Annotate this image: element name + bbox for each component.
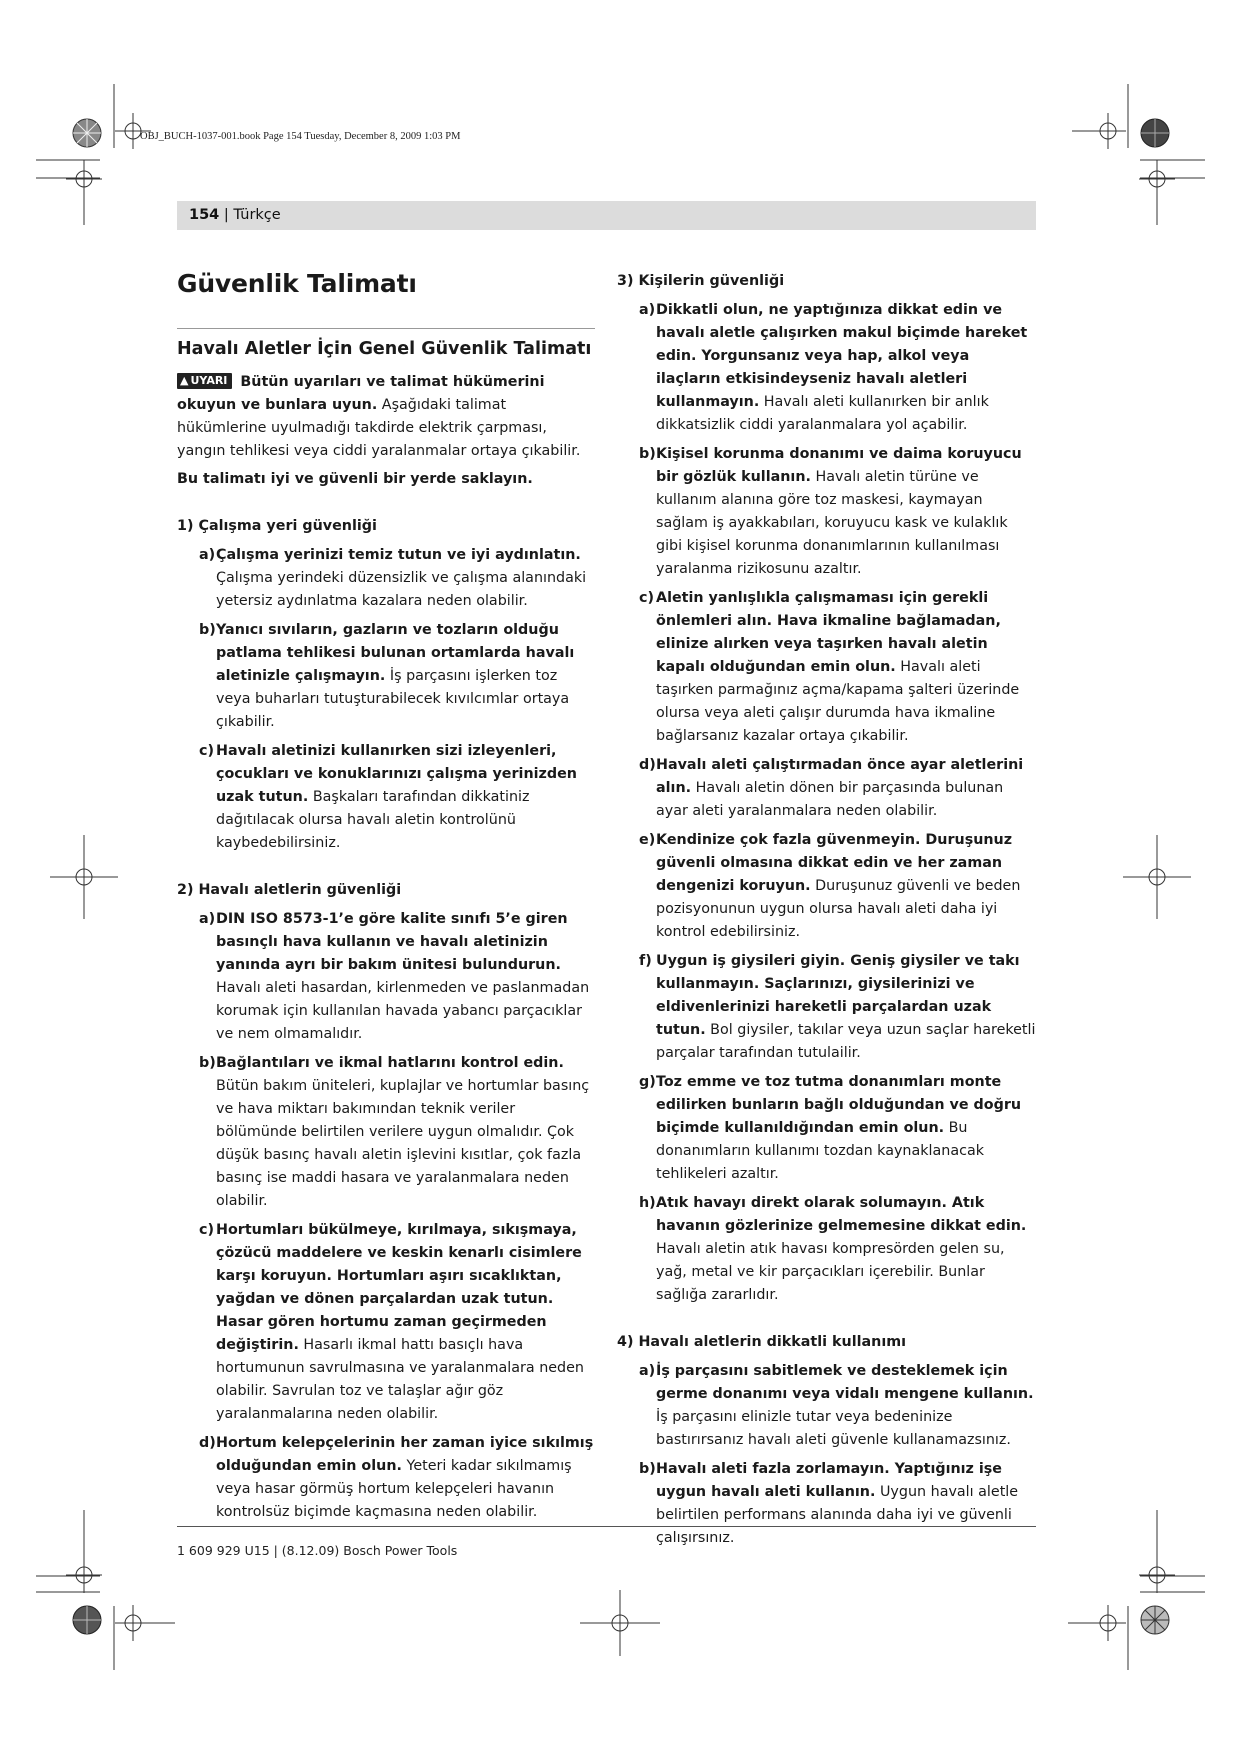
crosshair-mark bbox=[66, 161, 102, 197]
item-text: Hasarlı ikmal hattı basıçlı hava hortumunun savrulmasına ve yaralanmalara neden olabilir. Savrulan toz ve talaşlar ağır göz yaralanmalarına neden olabilir. bbox=[216, 1337, 584, 1422]
safety-section bbox=[617, 270, 1037, 1307]
item-bold-text: Havalı aleti çalıştırmadan önce ayar aletlerini alın. bbox=[656, 757, 1024, 796]
print-slug: OBJ_BUCH-1037-001.book Page 154 Tuesday, December 8, 2009 1:03 PM bbox=[140, 131, 461, 142]
header-separator: | bbox=[219, 207, 234, 223]
item-text: Bu donanımların kullanımı tozdan kaynaklanacak tehlikeleri azaltır. bbox=[656, 1120, 984, 1182]
item-label: a) bbox=[199, 547, 216, 563]
item-text: Havalı aleti hasardan, kirlenmeden ve paslanmadan korumak için kullanılan havada yabancı parçacıklar ve nem olmamalıdır. bbox=[216, 980, 590, 1042]
item-bold-text: DIN ISO 8573-1’e göre kalite sınıfı 5’e giren basınçlı hava kullanın ve havalı aletinizin yanında ayrı bir bakım ünitesi bulundurun. bbox=[216, 911, 568, 973]
safety-item bbox=[177, 1432, 595, 1524]
safety-item bbox=[617, 1458, 1037, 1550]
item-text: Yeteri kadar sıkılmamış veya hasar görmüş hortum kelepçeleri havanın kontrolsüz biçimde kaçmasına neden olabilir. bbox=[216, 1458, 572, 1520]
warning-triangle-icon: ▲ bbox=[180, 374, 189, 387]
item-label: e) bbox=[639, 832, 656, 848]
safety-item bbox=[177, 544, 595, 613]
item-text: Duruşunuz güvenli ve beden pozisyonunun uygun olursa havalı aleti daha iyi kontrol edebilirsiniz. bbox=[656, 878, 1021, 940]
item-bold-text: Yanıcı sıvıların, gazların ve tozların olduğu patlama tehlikesi bulunan ortamlarda havalı aletinizle çalışmayın. bbox=[216, 622, 575, 684]
safety-item bbox=[617, 299, 1037, 437]
item-label: d) bbox=[639, 757, 656, 773]
item-label: h) bbox=[639, 1195, 656, 1211]
safety-item bbox=[617, 829, 1037, 944]
item-label: c) bbox=[639, 590, 655, 606]
item-text: Havalı aletin türüne ve kullanım alanına göre toz maskesi, kaymayan sağlam iş ayakkabıları, koruyucu kask ve kulaklık gibi kişisel korunma donanımlarının kullanılması yaralanma rizikosunu azaltır. bbox=[656, 469, 1008, 577]
density-target bbox=[1141, 1606, 1169, 1634]
item-bold-text: Kişisel korunma donanımı ve daima koruyucu bir gözlük kullanın. bbox=[656, 446, 1022, 485]
safety-item bbox=[617, 443, 1037, 581]
warning-paragraph bbox=[177, 371, 595, 463]
item-bold-text: Dikkatli olun, ne yaptığınıza dikkat edin ve havalı aletle çalışırken makul biçimde hareket edin. Yorgunsanız veya hap, alkol veya ilaçların etkisindeyseniz havalı aletleri kullanmayın. bbox=[656, 302, 1028, 410]
item-label: a) bbox=[639, 302, 656, 318]
item-text: Bol giysiler, takılar veya uzun saçlar hareketli parçalar tarafından tutulailir. bbox=[656, 1022, 1036, 1061]
safety-item bbox=[177, 1219, 595, 1426]
item-label: g) bbox=[639, 1074, 656, 1090]
crosshair-mark bbox=[1139, 161, 1175, 197]
item-label: c) bbox=[199, 743, 215, 759]
item-text: Havalı aletin atık havası kompresörden gelen su, yağ, metal ve kir parçacıkları içerebilir. Bunlar sağlığa zararlıdır. bbox=[656, 1241, 1005, 1303]
crosshair-mark bbox=[1072, 113, 1126, 149]
item-text: Havalı aleti kullanırken bir anlık dikkatsizlik ciddi yaralanmalara yol açabilir. bbox=[656, 394, 989, 433]
warning-text: Aşağıdaki talimat hükümlerine uyulmadığı takdirde elektrik çarpması, yangın tehlikesi veya ciddi yaralanmalar ortaya çıkabilir. bbox=[177, 397, 581, 459]
safety-item bbox=[617, 950, 1037, 1065]
safety-item bbox=[617, 1192, 1037, 1307]
item-bold-text: Kendinize çok fazla güvenmeyin. Duruşunuz güvenli olmasına dikkat edin ve her zaman dengenizi koruyun. bbox=[656, 832, 1013, 894]
safety-section bbox=[617, 1331, 1037, 1550]
section-subtitle: Havalı Aletler İçin Genel Güvenlik Talimatı bbox=[177, 328, 595, 363]
safety-item bbox=[617, 587, 1037, 748]
page-title: Güvenlik Talimatı bbox=[177, 269, 417, 298]
crosshair-mark bbox=[1123, 835, 1191, 919]
item-label: a) bbox=[639, 1363, 656, 1379]
item-text: Başkaları tarafından dikkatiniz dağıtılacak olursa havalı aletin kontrolünü kaybedebilirsiniz. bbox=[216, 789, 530, 851]
item-bold-text: Hortum kelepçelerinin her zaman iyice sıkılmış olduğundan emin olun. bbox=[216, 1435, 594, 1474]
item-bold-text: Hortumları bükülmeye, kırılmaya, sıkışmaya, çözücü maddelere ve keskin kenarlı cisimlere karşı koruyun. Hortumları aşırı sıcaklıktan, yağdan ve dönen parçalardan uzak tutun. Hasar gören hortumu zaman geçirmeden değiştirin. bbox=[216, 1222, 582, 1353]
keep-instructions-note: Bu talimatı iyi ve güvenli bir yerde saklayın. bbox=[177, 471, 533, 487]
item-bold-text: Aletin yanlışlıkla çalışmaması için gerekli önlemleri alın. Hava ikmaline bağlamadan, elinize alırken veya taşırken havalı aletin kapalı olduğundan emin olun. bbox=[656, 590, 1001, 675]
crosshair-mark bbox=[115, 1605, 175, 1641]
item-label: b) bbox=[639, 446, 656, 462]
item-text: İş parçasını elinizle tutar veya bedeninize bastırırsanız havalı aleti güvenle kullanamazsınız. bbox=[656, 1409, 1011, 1448]
item-bold-text: Toz emme ve toz tutma donanımları monte edilirken bunların bağlı olduğundan ve doğru biçimde kullanıldığından emin olun. bbox=[656, 1074, 1022, 1136]
item-label: a) bbox=[199, 911, 216, 927]
item-bold-text: Çalışma yerinizi temiz tutun ve iyi aydınlatın. bbox=[216, 547, 581, 563]
left-column bbox=[177, 266, 595, 1548]
right-column bbox=[617, 270, 1037, 1574]
section-heading: 1) Çalışma yeri güvenliği bbox=[177, 518, 377, 534]
item-label: c) bbox=[199, 1222, 215, 1238]
section-heading: 4) Havalı aletlerin dikkatli kullanımı bbox=[617, 1334, 907, 1350]
item-text: Bütün bakım üniteleri, kuplajlar ve hortumlar basınç ve hava miktarı bakımından teknik veriler bölümünde belirtilen verilere uygun olmalıdır. Çok düşük basınç havalı aletin işlevini kısıtlar, çok fazla basınç ise maddi hasara ve yaralanmalara neden olabilir. bbox=[216, 1078, 590, 1209]
item-text: İş parçasını işlerken toz veya buharları tutuşturabilecek kıvılcımlar ortaya çıkabilir. bbox=[216, 668, 570, 730]
safety-item bbox=[617, 754, 1037, 823]
crosshair-mark bbox=[1139, 1557, 1175, 1593]
right-sections bbox=[617, 270, 1037, 1550]
footer-text: 1 609 929 U15 | (8.12.09) Bosch Power Tools bbox=[177, 1543, 458, 1558]
safety-item bbox=[177, 1052, 595, 1213]
density-target bbox=[73, 119, 101, 147]
safety-item bbox=[617, 1360, 1037, 1452]
item-bold-text: İş parçasını sabitlemek ve desteklemek için germe donanımı veya vidalı mengene kullanın. bbox=[656, 1363, 1034, 1402]
density-target bbox=[73, 1606, 101, 1634]
crosshair-mark bbox=[580, 1590, 660, 1656]
crosshair-mark bbox=[66, 1557, 102, 1593]
item-bold-text: Havalı aletinizi kullanırken sizi izleyenleri, çocukları ve konuklarınızı çalışma yerinizden uzak tutun. bbox=[216, 743, 577, 805]
item-bold-text: Uygun iş giysileri giyin. Geniş giysiler ve takı kullanmayın. Saçlarınızı, giysilerinizi ve eldivenlerinizi hareketli parçalardan uzak tutun. bbox=[656, 953, 1020, 1038]
item-text: Uygun havalı aletle belirtilen performans alanında daha iyi ve güvenli çalışırsınız. bbox=[656, 1484, 1019, 1546]
page-number: 154 bbox=[189, 207, 220, 223]
warning-badge-label: UYARI bbox=[190, 374, 228, 387]
item-bold-text: Atık havayı direkt olarak solumayın. Atık havanın gözlerinize gelmemesine dikkat edin. bbox=[656, 1195, 1027, 1234]
crosshair-mark bbox=[1068, 1605, 1126, 1641]
page-header bbox=[177, 201, 1036, 230]
item-label: f) bbox=[639, 953, 652, 969]
safety-item bbox=[177, 740, 595, 855]
item-label: b) bbox=[199, 622, 216, 638]
safety-section bbox=[177, 515, 595, 855]
header-language: Türkçe bbox=[233, 207, 281, 223]
item-label: b) bbox=[199, 1055, 216, 1071]
safety-item bbox=[177, 619, 595, 734]
left-sections bbox=[177, 515, 595, 1524]
safety-item bbox=[177, 908, 595, 1046]
item-label: b) bbox=[639, 1461, 656, 1477]
item-text: Havalı aleti taşırken parmağınız açma/kapama şalteri üzerinde olursa veya aleti çalışır durumda hava ikmaline bağlarsanız kazalar ortaya çıkabilir. bbox=[656, 659, 1020, 744]
density-target bbox=[1141, 119, 1169, 147]
item-text: Havalı aletin dönen bir parçasında bulunan ayar aleti yaralanmalara neden olabilir. bbox=[656, 780, 1004, 819]
footer-rule bbox=[177, 1526, 1036, 1527]
section-heading: 3) Kişilerin güvenliği bbox=[617, 273, 785, 289]
warning-badge bbox=[177, 373, 232, 389]
item-label: d) bbox=[199, 1435, 216, 1451]
item-text: Çalışma yerindeki düzensizlik ve çalışma alanındaki yetersiz aydınlatma kazalara neden olabilir. bbox=[216, 570, 587, 609]
safety-item bbox=[617, 1071, 1037, 1186]
crosshair-mark bbox=[50, 835, 118, 919]
item-bold-text: Bağlantıları ve ikmal hatlarını kontrol edin. bbox=[216, 1055, 564, 1071]
warning-bold-text: Bütün uyarıları ve talimat hükümerini okuyun ve bunlara uyun. bbox=[177, 374, 545, 413]
section-heading: 2) Havalı aletlerin güvenliği bbox=[177, 882, 402, 898]
item-bold-text: Havalı aleti fazla zorlamayın. Yaptığınız işe uygun havalı aleti kullanın. bbox=[656, 1461, 1002, 1500]
safety-section bbox=[177, 879, 595, 1524]
